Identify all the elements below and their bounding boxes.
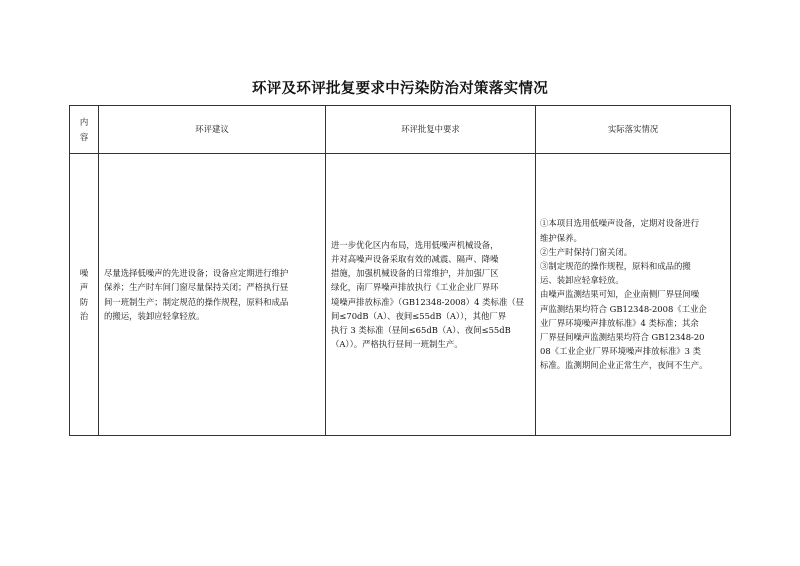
text-line: ②生产时保持门窗关闭。 — [540, 246, 633, 257]
table-row-noise-control — [70, 154, 731, 436]
text-line: 厂界昼间噪声监测结果均符合 GB12348-20 — [540, 332, 705, 342]
text-line: ①本项目选用低噪声设备，定期对设备进行 — [540, 218, 700, 229]
text-line: （A））。严格执行昼间一班制生产。 — [331, 339, 463, 350]
text-line: 进一步优化区内布局，选用低噪声机械设备， — [331, 239, 499, 250]
text-line: 措施，加强机械设备的日常维护，并加强厂区 — [331, 268, 499, 279]
text-line: 执行 3 类标准（昼间≤65dB（A）、夜间≤55dB — [331, 324, 511, 335]
table-header-row — [70, 106, 731, 154]
text-line: 运、装卸应轻拿轻放。 — [540, 275, 624, 286]
category-char: 声 — [79, 282, 89, 293]
category-char: 治 — [79, 310, 89, 321]
text-line: 08《工业企业厂界环境噪声排放标准》3 类 — [540, 346, 702, 357]
text-line: 间一班制生产；制定规范的操作规程，原料和成品 — [104, 296, 289, 307]
header-approval-requirement: 环评批复中要求 — [326, 106, 536, 154]
text-line: 境噪声排放标准》（GB12348-2008）4 类标准（昼 — [331, 296, 525, 307]
text-line: 绿化，南厂界噪声排放执行《工业企业厂界环 — [331, 282, 499, 293]
pollution-control-table — [69, 105, 731, 436]
text-line: 的搬运，装卸应轻拿轻放。 — [104, 310, 205, 321]
text-line: 并对高噪声设备采取有效的减震、隔声、降噪 — [331, 253, 499, 264]
text-line: 由噪声监测结果可知，企业南侧厂界昼间噪 — [540, 289, 700, 300]
header-eia-suggestion: 环评建议 — [99, 106, 326, 154]
row-category-noise — [70, 154, 99, 436]
text-line: ③制定规范的操作规程，原料和成品的搬 — [540, 260, 691, 271]
header-actual-implementation: 实际落实情况 — [536, 106, 731, 154]
header-category — [70, 106, 99, 154]
text-line: 标准。监测期间企业正常生产，夜间不生产。 — [540, 360, 708, 371]
header-category-char: 内 — [79, 117, 89, 128]
cell-actual-implementation — [536, 154, 731, 436]
text-line: 尽量选择低噪声的先进设备；设备应定期进行维护 — [104, 268, 289, 279]
category-char: 噪 — [79, 268, 89, 279]
text-line: 业厂界环境噪声排放标准》4 类标准；其余 — [540, 317, 699, 328]
cell-approval-requirement — [326, 154, 536, 436]
cell-eia-suggestion — [99, 154, 326, 436]
text-line: 保养；生产时车间门窗尽量保持关闭；严格执行昼 — [104, 282, 289, 293]
text-line: 间≤70dB（A）、夜间≤55dB（A）），其他厂界 — [331, 310, 507, 321]
header-category-char: 容 — [79, 131, 89, 142]
document-title: 环评及环评批复要求中污染防治对策落实情况 — [252, 81, 548, 97]
category-char: 防 — [79, 296, 89, 307]
text-line: 声监测结果均符合 GB12348-2008《工业企 — [540, 303, 707, 314]
text-line: 维护保养。 — [540, 232, 582, 243]
